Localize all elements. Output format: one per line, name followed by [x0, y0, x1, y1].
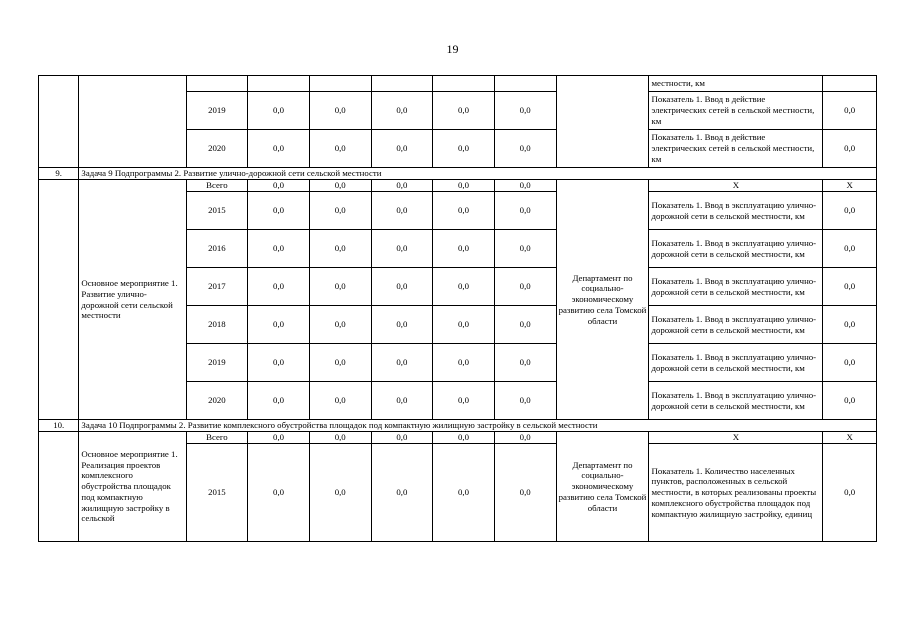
value-cell: 0,0 — [248, 130, 310, 168]
value-cell: 0,0 — [309, 382, 371, 420]
value-cell: 0,0 — [248, 92, 310, 130]
year-cell: 2018 — [186, 306, 248, 344]
value-cell: 0,0 — [309, 444, 371, 542]
value-cell: 0,0 — [371, 180, 433, 192]
year-cell: 2019 — [186, 92, 248, 130]
value-cell: 0,0 — [433, 230, 495, 268]
indicator-value-cell: 0,0 — [823, 230, 877, 268]
executor-cell — [556, 76, 649, 168]
value-cell: 0,0 — [494, 230, 556, 268]
indicator-cell: Показатель 1. Ввод в действие электрических сетей в сельской местности, км — [649, 92, 823, 130]
activity-cell: Основное мероприятие 1. Реализация проектов комплексного обустройства площадок под компактную жилищную застройку в сельской — [79, 432, 186, 542]
indicator-value-cell: 0,0 — [823, 382, 877, 420]
indicator-cell: Показатель 1. Ввод в эксплуатацию улично-дорожной сети в сельской местности, км — [649, 344, 823, 382]
value-cell: 0,0 — [371, 268, 433, 306]
value-cell: 0,0 — [248, 382, 310, 420]
value-cell: 0,0 — [494, 92, 556, 130]
indicator-value-cell: Х — [823, 432, 877, 444]
value-cell: 0,0 — [433, 382, 495, 420]
value-cell: 0,0 — [433, 444, 495, 542]
indicator-value-cell: 0,0 — [823, 268, 877, 306]
value-cell: 0,0 — [371, 130, 433, 168]
value-cell: 0,0 — [309, 180, 371, 192]
page-number: 19 — [446, 42, 459, 56]
indicator-value-cell: Х — [823, 180, 877, 192]
year-cell: 2017 — [186, 268, 248, 306]
value-cell: 0,0 — [371, 306, 433, 344]
value-cell: 0,0 — [494, 306, 556, 344]
total-label: Всего — [186, 180, 248, 192]
value-cell: 0,0 — [248, 268, 310, 306]
value-cell: 0,0 — [309, 306, 371, 344]
value-cell: 0,0 — [433, 192, 495, 230]
value-cell: 0,0 — [433, 344, 495, 382]
value-cell: 0,0 — [309, 344, 371, 382]
value-cell: 0,0 — [309, 130, 371, 168]
value-cell: 0,0 — [433, 306, 495, 344]
value-cell: 0,0 — [371, 444, 433, 542]
value-cell: 0,0 — [248, 432, 310, 444]
year-cell: 2015 — [186, 444, 248, 542]
indicator-value-cell: 0,0 — [823, 92, 877, 130]
value-cell: 0,0 — [494, 180, 556, 192]
value-cell: 0,0 — [494, 382, 556, 420]
value-cell: 0,0 — [494, 192, 556, 230]
value-cell: 0,0 — [309, 230, 371, 268]
table-row — [39, 76, 877, 92]
year-cell: 2019 — [186, 344, 248, 382]
indicator-cell: Показатель 1. Ввод в действие электрических сетей в сельской местности, км — [649, 130, 823, 168]
value-cell: 0,0 — [309, 268, 371, 306]
indicator-cell: Х — [649, 432, 823, 444]
value-cell: 0,0 — [248, 230, 310, 268]
activity-cell — [79, 76, 186, 168]
value-cell: 0,0 — [494, 268, 556, 306]
value-cell: 0,0 — [371, 192, 433, 230]
value-cell: 0,0 — [371, 382, 433, 420]
executor-cell: Департамент по социально-экономическому развитию села Томской области — [556, 180, 649, 420]
value-cell: 0,0 — [433, 268, 495, 306]
value-cell: 0,0 — [433, 130, 495, 168]
year-cell: 2020 — [186, 382, 248, 420]
indicator-cell: местности, км — [649, 76, 823, 92]
task-title: Задача 10 Подпрограммы 2. Развитие комплексного обустройства площадок под компактную жилищную застройку в сельской местности — [79, 420, 877, 432]
value-cell: 0,0 — [248, 306, 310, 344]
value-cell: 0,0 — [494, 130, 556, 168]
activity-cell: Основное мероприятие 1. Развитие улично-дорожной сети сельской местности — [79, 180, 186, 420]
value-cell: 0,0 — [371, 344, 433, 382]
indicator-value-cell: 0,0 — [823, 306, 877, 344]
value-cell: 0,0 — [371, 432, 433, 444]
value-cell: 0,0 — [433, 180, 495, 192]
value-cell: 0,0 — [248, 444, 310, 542]
task-header-row — [39, 168, 877, 180]
value-cell: 0,0 — [248, 344, 310, 382]
number-cell — [39, 76, 79, 168]
indicator-cell: Показатель 1. Количество населенных пунктов, расположенных в сельской местности, в которых реализованы проекты комплексного обустройства площадок под компактную жилищную застройку, единиц — [649, 444, 823, 542]
program-table — [38, 75, 877, 542]
value-cell: 0,0 — [433, 432, 495, 444]
total-label: Всего — [186, 432, 248, 444]
year-cell: 2020 — [186, 130, 248, 168]
value-cell: 0,0 — [248, 180, 310, 192]
indicator-cell: Показатель 1. Ввод в эксплуатацию улично-дорожной сети в сельской местности, км — [649, 268, 823, 306]
task-number: 9. — [39, 168, 79, 180]
task-title: Задача 9 Подпрограммы 2. Развитие улично-дорожной сети сельской местности — [79, 168, 877, 180]
indicator-cell: Показатель 1. Ввод в эксплуатацию улично-дорожной сети в сельской местности, км — [649, 382, 823, 420]
value-cell: 0,0 — [433, 92, 495, 130]
value-cell: 0,0 — [309, 92, 371, 130]
indicator-cell: Показатель 1. Ввод в эксплуатацию улично-дорожной сети в сельской местности, км — [649, 306, 823, 344]
indicator-value-cell: 0,0 — [823, 192, 877, 230]
indicator-cell: Х — [649, 180, 823, 192]
indicator-value-cell: 0,0 — [823, 444, 877, 542]
indicator-value-cell: 0,0 — [823, 130, 877, 168]
indicator-value-cell: 0,0 — [823, 344, 877, 382]
task-header-row — [39, 420, 877, 432]
value-cell: 0,0 — [494, 444, 556, 542]
indicator-cell: Показатель 1. Ввод в эксплуатацию улично-дорожной сети в сельской местности, км — [649, 230, 823, 268]
executor-cell: Департамент по социально-экономическому развитию села Томской области — [556, 432, 649, 542]
value-cell: 0,0 — [248, 192, 310, 230]
indicator-cell: Показатель 1. Ввод в эксплуатацию улично-дорожной сети в сельской местности, км — [649, 192, 823, 230]
table-row — [39, 180, 877, 192]
year-cell: 2016 — [186, 230, 248, 268]
value-cell: 0,0 — [371, 92, 433, 130]
year-cell: 2015 — [186, 192, 248, 230]
value-cell: 0,0 — [371, 230, 433, 268]
task-number: 10. — [39, 420, 79, 432]
value-cell: 0,0 — [309, 192, 371, 230]
value-cell: 0,0 — [309, 432, 371, 444]
value-cell: 0,0 — [494, 344, 556, 382]
table-row — [39, 432, 877, 444]
value-cell: 0,0 — [494, 432, 556, 444]
